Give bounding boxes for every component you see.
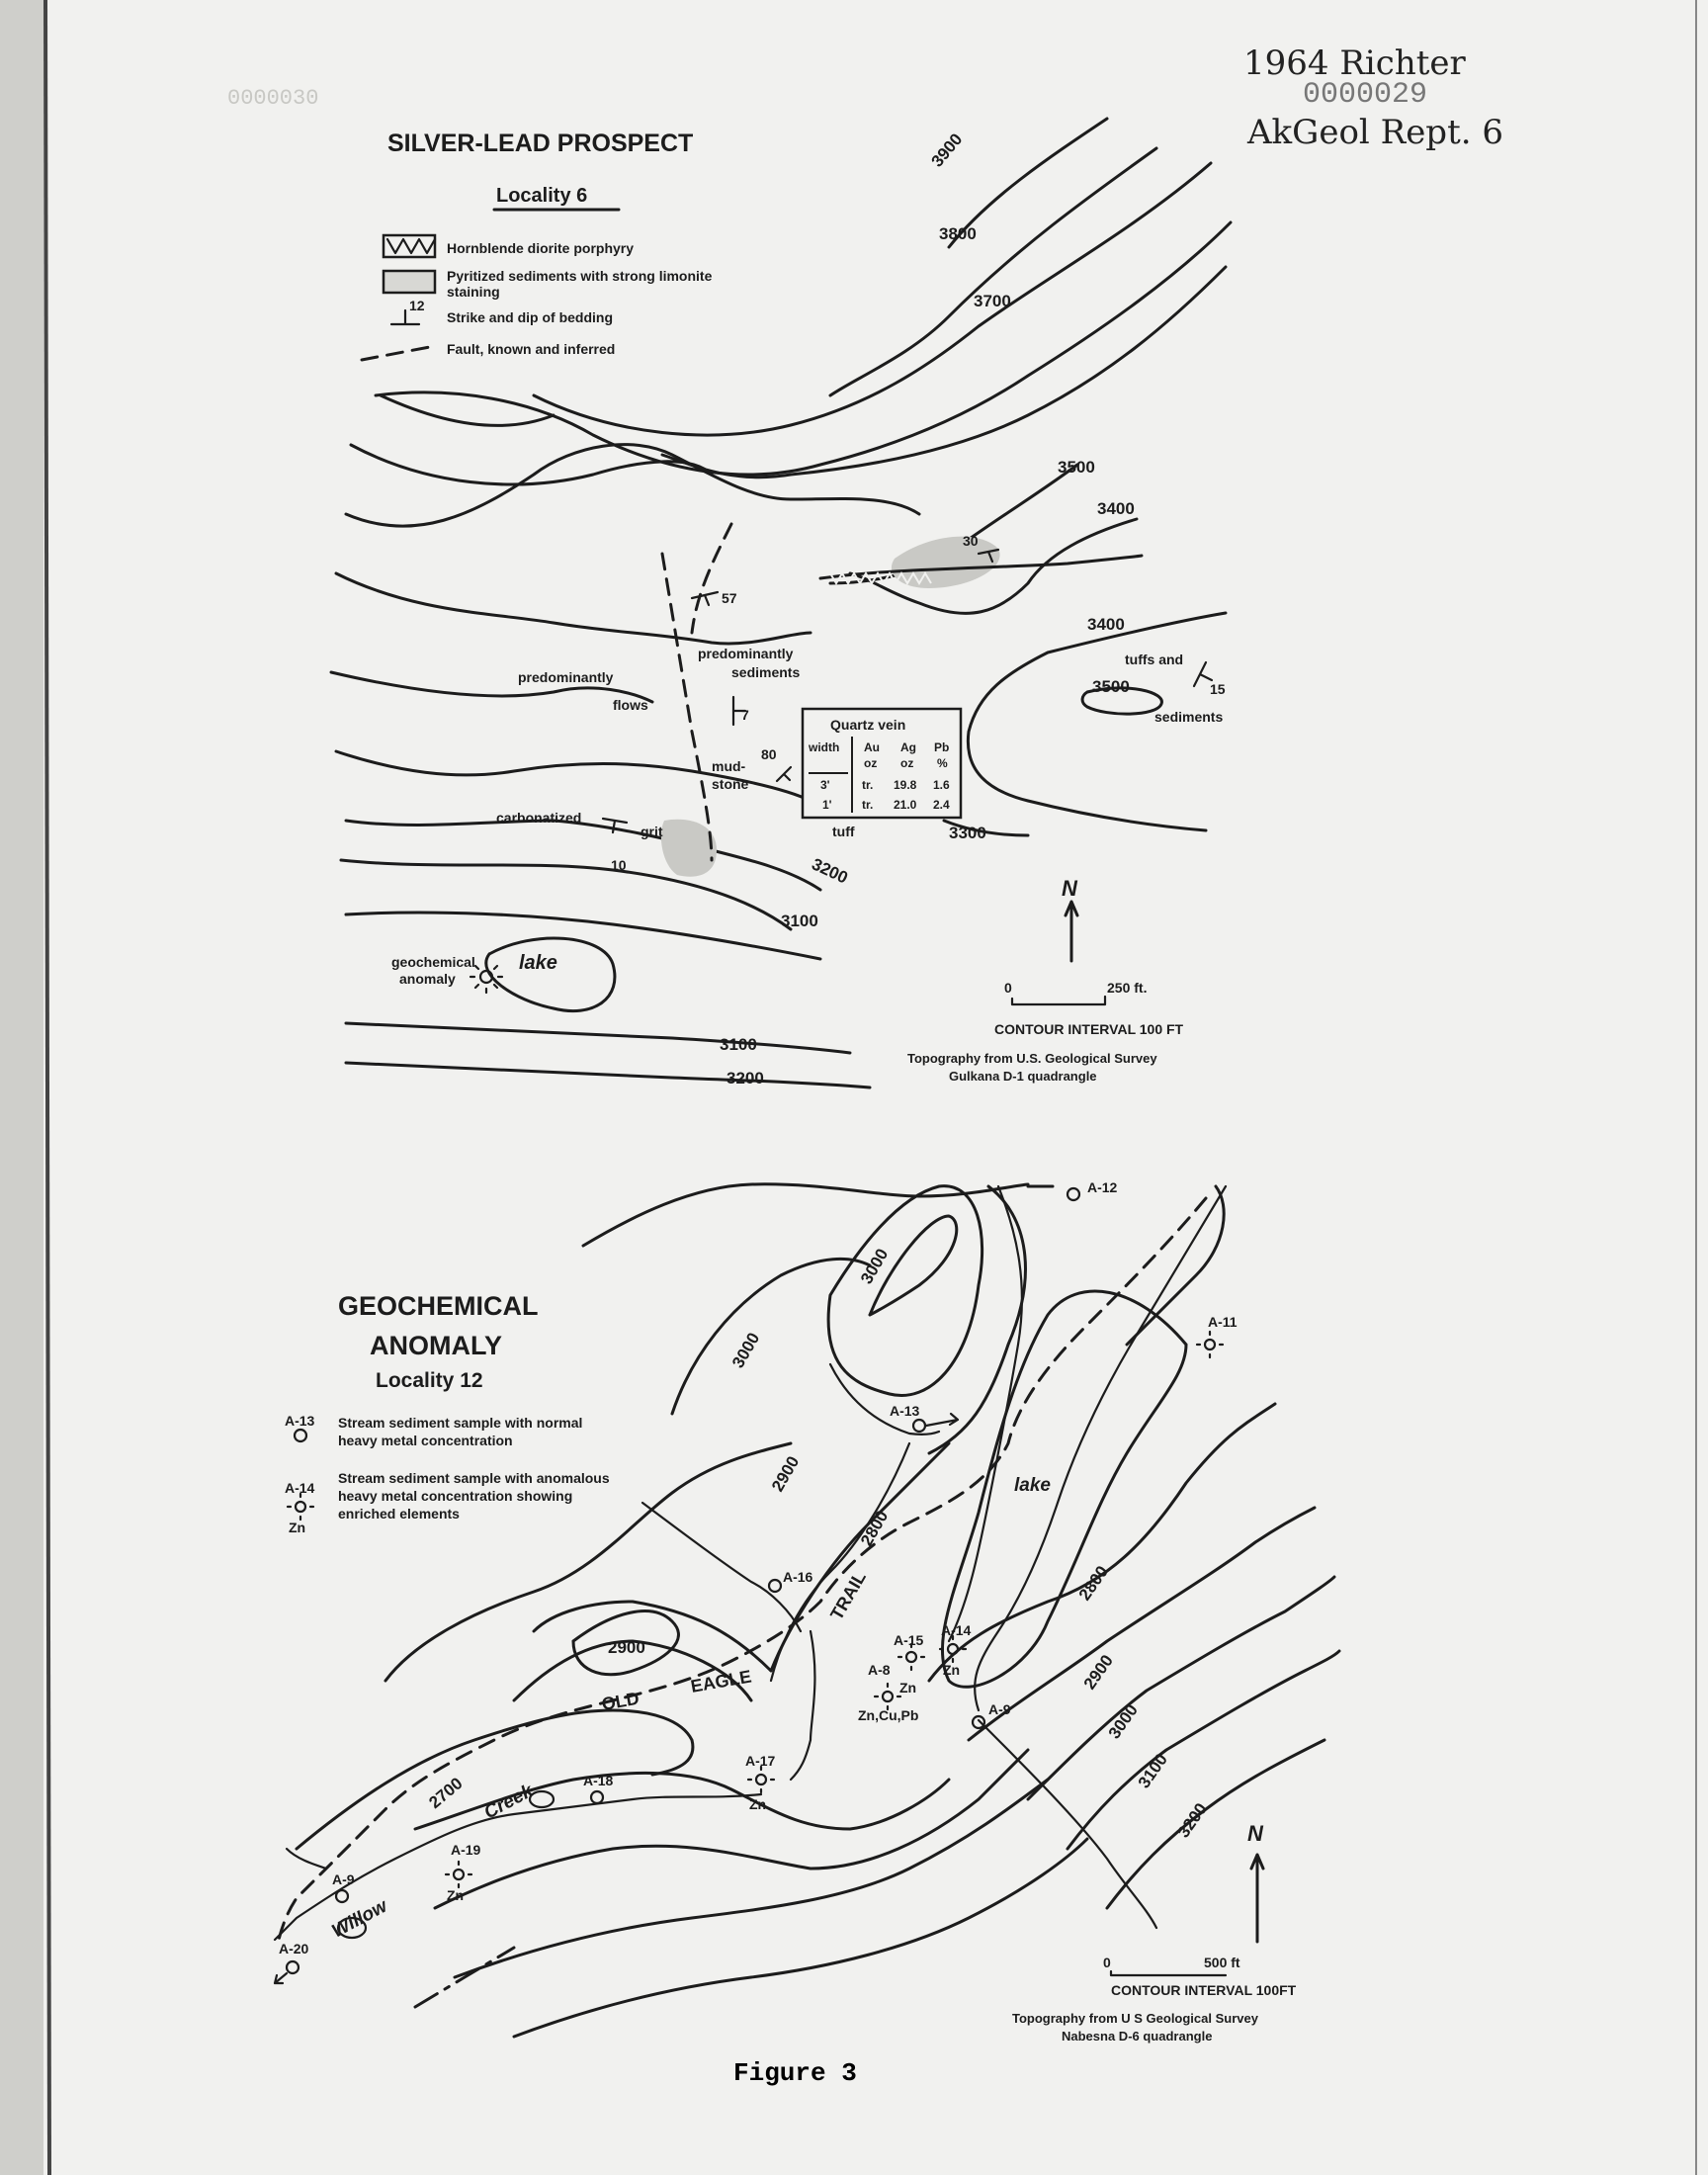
- annotation-report: AkGeol Rept. 6: [1247, 113, 1503, 152]
- label-anomaly-1: geochemical: [391, 954, 475, 970]
- fault-main: [662, 554, 712, 860]
- sample-a12-label: A-12: [1087, 1179, 1118, 1195]
- sample-a9-west-marker: [336, 1890, 348, 1902]
- fault-north: [692, 524, 731, 633]
- contour-mid-1: [336, 573, 811, 644]
- qv-unit-au: oz: [864, 756, 878, 770]
- sample-a16-marker: [769, 1580, 781, 1592]
- contour-label-3200-east: 3200: [1173, 1799, 1211, 1842]
- legend-anomalous-text-3: enriched elements: [338, 1506, 460, 1522]
- sample-a9-west-label: A-9: [332, 1871, 355, 1887]
- stream-tributary-a13: [830, 1364, 939, 1435]
- bottom-scale-end: 500 ft: [1204, 1955, 1240, 1970]
- sample-a8-label: A-8: [868, 1662, 891, 1678]
- legend-fault: Fault, known and inferred: [447, 341, 616, 357]
- sample-a17-marker: [748, 1767, 774, 1792]
- sample-a18-marker: [591, 1791, 603, 1803]
- page-left-shadow: [0, 0, 43, 2175]
- bottom-lake-label: lake: [1014, 1475, 1051, 1496]
- contour-label-3300: 3300: [949, 824, 986, 842]
- contour-3000-west: [672, 1259, 870, 1414]
- stream-east: [975, 1186, 1226, 1710]
- sample-a19-marker: [446, 1862, 471, 1887]
- contour-label-3800: 3800: [939, 224, 977, 243]
- sample-a11-label: A-11: [1208, 1314, 1238, 1330]
- annotation-author: 1964 Richter: [1243, 44, 1466, 83]
- bottom-north-arrow: [1251, 1855, 1263, 1942]
- trail-word-trail: TRAIL: [826, 1568, 870, 1623]
- label-tuff: tuff: [832, 824, 855, 839]
- contour-label-3700: 3700: [974, 292, 1011, 310]
- dip-symbol-57: [692, 592, 718, 605]
- contour-label-2900-east: 2900: [1079, 1651, 1117, 1694]
- dip-57: 57: [722, 590, 737, 606]
- bottom-map-title-1: GEOCHEMICAL: [338, 1291, 539, 1321]
- qv-header-width: width: [809, 740, 840, 754]
- sample-a9-marker: [973, 1716, 984, 1728]
- contour-3000-east: [1028, 1577, 1334, 1799]
- contour-label-3400-a: 3400: [1097, 499, 1135, 518]
- bottom-scale-start: 0: [1103, 1955, 1111, 1970]
- qv-row1-au: tr.: [862, 778, 874, 792]
- label-mudstone-1: mud-: [712, 758, 746, 774]
- contour-3200-east: [1107, 1740, 1324, 1908]
- quartz-vein-table: [803, 709, 961, 818]
- legend-dip-value: 12: [409, 298, 425, 313]
- boundary-line: [415, 1948, 514, 2007]
- pyritized-swatch: [384, 271, 435, 293]
- legend-normal-sample-icon: [295, 1430, 306, 1441]
- contour-ridge-1: [534, 163, 1211, 435]
- sample-a13-marker: [913, 1414, 958, 1432]
- contour-label-2800-east: 2800: [1074, 1562, 1112, 1605]
- qv-row2-au: tr.: [862, 798, 874, 812]
- bottom-map-title-2: ANOMALY: [370, 1331, 503, 1360]
- contour-label-2700: 2700: [425, 1774, 467, 1813]
- contour-label-3500: 3500: [1058, 458, 1095, 477]
- label-top-lake: lake: [519, 952, 557, 974]
- sample-a15-label: A-15: [894, 1632, 924, 1648]
- sample-a8-marker: [875, 1684, 900, 1709]
- sample-a17-element: Zn: [749, 1796, 767, 1812]
- dip-30: 30: [963, 533, 979, 549]
- quartz-vein-title: Quartz vein: [830, 717, 906, 733]
- contour-valley-2: [435, 1750, 1028, 1908]
- legend-diorite: Hornblende diorite porphyry: [447, 240, 635, 256]
- page-left-edge: [45, 0, 49, 2175]
- qv-row1-width: 3': [820, 778, 830, 792]
- contour-label-3900: 3900: [927, 130, 967, 171]
- sample-a8-elements: Zn,Cu,Pb: [858, 1707, 919, 1723]
- legend-pyritized-2: staining: [447, 284, 500, 300]
- contour-valley-4: [514, 1839, 1087, 2037]
- top-scale-start: 0: [1004, 980, 1012, 996]
- contour-label-3000-west: 3000: [728, 1329, 764, 1371]
- legend-pyritized: Pyritized sediments with strong limonite: [447, 268, 713, 284]
- creek-word-creek: Creek: [480, 1781, 537, 1824]
- legend-anomalous-text-2: heavy metal concentration showing: [338, 1488, 573, 1504]
- creek-word-willow: Willow: [328, 1895, 391, 1943]
- stream-tributary-west: [642, 1503, 801, 1631]
- top-north-label: N: [1062, 876, 1077, 901]
- qv-row1-ag: 19.8: [894, 778, 917, 792]
- legend-a14-id: A-14: [285, 1480, 315, 1496]
- legend-normal-text-2: heavy metal concentration: [338, 1433, 513, 1448]
- dip-15: 15: [1210, 681, 1226, 697]
- label-tuffs-1: tuffs and: [1125, 652, 1184, 667]
- contour-label-3400-b: 3400: [1087, 615, 1125, 634]
- contour-label-3100-top: 3100: [781, 912, 818, 930]
- top-scale-end: 250 ft.: [1107, 980, 1148, 996]
- top-source-1: Topography from U.S. Geological Survey: [907, 1051, 1157, 1066]
- sample-a16-label: A-16: [783, 1569, 813, 1585]
- contour-label-3100-bottom: 3100: [720, 1035, 757, 1054]
- qv-header-au: Au: [864, 740, 880, 754]
- label-tuffs-2: sediments: [1154, 709, 1224, 725]
- top-contour-interval: CONTOUR INTERVAL 100 FT: [994, 1021, 1184, 1037]
- sample-a9-label: A-9: [988, 1701, 1011, 1717]
- sample-a18-label: A-18: [583, 1773, 614, 1788]
- sample-a17-label: A-17: [745, 1753, 776, 1769]
- sample-a19-label: A-19: [451, 1842, 481, 1858]
- creek-side-branch: [287, 1849, 326, 1869]
- label-mudstone-2: stone: [712, 776, 749, 792]
- contour-label-3200: 3200: [809, 854, 851, 888]
- contour-hill-outer: [828, 1186, 982, 1396]
- dip-80: 80: [761, 746, 777, 762]
- contour-label-3100-east: 3100: [1134, 1750, 1171, 1792]
- contour-west-2: [351, 445, 712, 484]
- pyritized-area-upper: [892, 537, 1000, 588]
- stream-central: [791, 1631, 814, 1780]
- dip-7: 7: [741, 707, 749, 723]
- contour-west-3: [346, 445, 919, 527]
- sample-a14-label: A-14: [941, 1622, 972, 1638]
- qv-header-pb: Pb: [934, 740, 950, 754]
- qv-row2-ag: 21.0: [894, 798, 917, 812]
- contour-2700: [297, 1710, 693, 1849]
- sample-a13-label: A-13: [890, 1403, 920, 1419]
- top-anomaly-marker: [470, 961, 502, 993]
- bottom-source-2: Nabesna D-6 quadrangle: [1062, 2029, 1213, 2044]
- trail-word-old: OLD: [600, 1688, 641, 1714]
- top-source-2: Gulkana D-1 quadrangle: [949, 1069, 1097, 1084]
- sample-a14-element: Zn: [943, 1662, 961, 1678]
- figure-caption: Figure 3: [733, 2058, 857, 2088]
- qv-row2-pb: 2.4: [933, 798, 950, 812]
- legend-strike-dip: Strike and dip of bedding: [447, 309, 613, 325]
- label-anomaly-2: anomaly: [399, 971, 456, 987]
- legend-a14-element: Zn: [289, 1520, 306, 1535]
- label-predominantly-sed-1: predominantly: [698, 646, 794, 661]
- label-predominantly-flows-1: predominantly: [518, 669, 614, 685]
- sample-a19-element: Zn: [447, 1887, 465, 1903]
- label-predominantly-sed-2: sediments: [731, 664, 801, 680]
- pyritized-area-lower: [661, 820, 717, 877]
- sample-a20-marker: [275, 1961, 299, 1983]
- ghost-stamp: 0000030: [227, 86, 319, 111]
- page-stamp: 0000029: [1303, 78, 1428, 112]
- contour-top-ridge: [583, 1184, 1028, 1246]
- contour-label-3200-bottom: 3200: [726, 1069, 764, 1088]
- bottom-map-subtitle: Locality 12: [376, 1369, 483, 1392]
- contour-3800: [830, 148, 1156, 395]
- top-map-title: SILVER-LEAD PROSPECT: [387, 130, 694, 157]
- bottom-contour-interval: CONTOUR INTERVAL 100FT: [1111, 1982, 1297, 1998]
- legend-anomalous-sample-icon: [288, 1494, 313, 1520]
- dip-10: 10: [611, 857, 627, 873]
- contour-west-1: [381, 395, 554, 425]
- contour-label-2900: 2900: [768, 1452, 804, 1495]
- legend-normal-text-1: Stream sediment sample with normal: [338, 1415, 583, 1431]
- qv-unit-ag: oz: [900, 756, 914, 770]
- label-predominantly-flows-2: flows: [613, 697, 648, 713]
- qv-unit-pb: %: [937, 756, 948, 770]
- bottom-source-1: Topography from U S Geological Survey: [1012, 2011, 1258, 2026]
- sample-a20-label: A-20: [279, 1941, 309, 1957]
- contour-label-2800: 2800: [857, 1507, 893, 1549]
- top-lake-outline: [486, 938, 615, 1011]
- sample-a8-element: Zn: [899, 1680, 917, 1696]
- contour-label-2900-hill: 2900: [608, 1638, 645, 1657]
- label-carbonatized: carbonatized: [496, 810, 582, 826]
- sample-a12-marker: [1068, 1188, 1079, 1200]
- bottom-scale-bar: [1111, 1971, 1226, 1975]
- legend-anomalous-text-1: Stream sediment sample with anomalous: [338, 1470, 610, 1486]
- fault-symbol: [362, 346, 435, 360]
- top-north-arrow: [1066, 902, 1077, 961]
- sample-a11-marker: [1197, 1332, 1223, 1357]
- diorite-pattern: [387, 239, 435, 253]
- qv-row1-pb: 1.6: [933, 778, 950, 792]
- trail-word-eagle: EAGLE: [689, 1666, 753, 1696]
- contour-label-3500-b: 3500: [1092, 677, 1130, 696]
- contour-3100-top: [346, 913, 820, 959]
- label-grit: grit: [640, 824, 663, 839]
- contour-label-3000-east: 3000: [1104, 1700, 1142, 1743]
- top-scale-bar: [1012, 997, 1105, 1004]
- legend-a13-id: A-13: [285, 1413, 315, 1429]
- contour-3100-bottom: [346, 1023, 850, 1053]
- contour-label-3000-hill: 3000: [857, 1245, 893, 1287]
- contour-3200-bottom: [346, 1063, 870, 1088]
- qv-header-ag: Ag: [900, 740, 916, 754]
- qv-row2-width: 1': [822, 798, 832, 812]
- top-map-subtitle: Locality 6: [496, 185, 588, 207]
- bottom-north-label: N: [1247, 1821, 1263, 1846]
- dip-symbol-80: [777, 767, 791, 781]
- contour-3300: [346, 821, 820, 890]
